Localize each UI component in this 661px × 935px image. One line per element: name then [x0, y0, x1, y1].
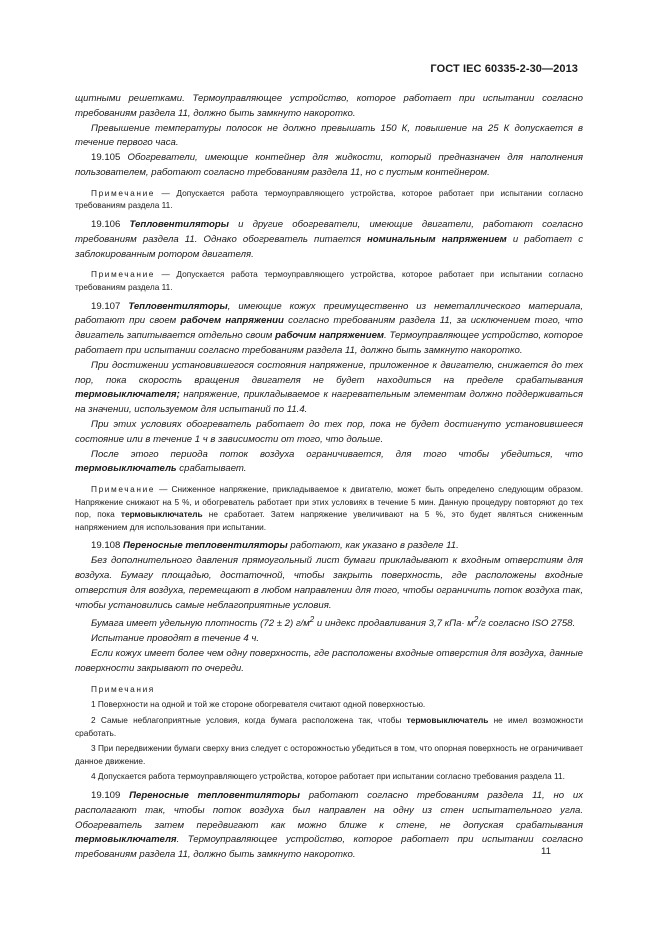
term: Переносные тепловентиляторы: [129, 790, 300, 801]
superscript: 2: [473, 615, 479, 625]
paragraph: Без дополнительного давления прямоугольный лист бумаги прикладывают к входным отверстиям для воздуха. Бумагу площадью, достаточной, чтобы закрыть поверхность, где расположены входные отверстия для воздуха, перемещают в любом направлении для того, чтобы ограничить поток воздуха так, чтобы установились самые неблагоприятные условия.: [75, 555, 583, 611]
term: термовыключатель: [406, 715, 489, 726]
note-text: не сработает. Затем напряжение увеличивают на 5 %, это будет являться сниженным напряжением для использования при испытании.: [75, 509, 583, 532]
clause-number: 19.106: [91, 218, 121, 230]
notes-label: Примечания: [91, 683, 155, 694]
clause-19-109: [75, 789, 583, 863]
page-number: 11: [541, 846, 551, 857]
clause-text: . Термоуправляющее устройство, которое работает при испытании согласно требованиям раздела 11, должно быть замкнуто накоротко.: [75, 834, 583, 861]
paragraph: [75, 359, 583, 418]
document-body: [75, 92, 583, 863]
clause-number: 19.109: [91, 790, 121, 801]
note: [75, 268, 583, 293]
clause-text: и другие обогреватели, имеющие двигатели, работают согласно требованиям раздела 11. Однако обогреватель питается: [75, 218, 583, 245]
note-label: Примечание: [91, 484, 156, 495]
paragraph-continued: щитными решетками. Термоуправляющее устройство, которое работает при испытании согласно требованиям раздела 11, должно быть замкнуто накоротко.: [75, 93, 583, 119]
paragraph: Превышение температуры полосок не должно превышать 150 К, повышение на 25 К допускается в течение первого часа.: [75, 122, 583, 149]
clause-number: 19.105: [91, 152, 121, 164]
paragraph: [75, 448, 583, 478]
clause-19-106: [75, 218, 583, 262]
note-text: не имел возможности сработать.: [75, 715, 584, 738]
superscript: 2: [309, 615, 315, 625]
term: номинальным напряжением: [367, 233, 507, 245]
paragraph: Испытание проводят в течение 4 ч.: [91, 633, 260, 645]
paragraph-text: срабатывает.: [176, 463, 247, 475]
clause-text: согласно требованиям раздела 11, за исключением того, что двигатель запитывается отдельно своим: [75, 315, 583, 342]
clause-number: 19.107: [91, 300, 121, 312]
clause-text: Обогреватели, имеющие контейнер для жидкости, который предназначен для наполнения пользователем, работают согласно требованиям раздела 11, но с пустым контейнером.: [75, 152, 583, 178]
term: рабочим напряжением: [275, 330, 385, 342]
paragraph-text: После этого периода поток воздуха ограничивается, для того чтобы убедиться, что: [91, 448, 583, 460]
paragraph-text: При достижении установившегося состояния напряжение, приложенное к двигателю, снижается до тех пор, пока скорость вращения двигателя не будет находиться на пределе срабатывания: [75, 359, 583, 386]
paragraph-text: Бумага имеет удельную плотность (72 ± 2) г/м: [91, 618, 310, 630]
term: термовыключатель: [75, 463, 177, 475]
term: термовыключатель: [120, 509, 203, 520]
clause-text: . Термоуправляющее устройство, которое работает при испытании согласно требованиям раздела 11, должно быть замкнуто накоротко.: [75, 330, 583, 356]
clause-text: работают согласно требованиям раздела 11, но их располагают так, чтобы поток воздуха был направлен на одну из стен испытательного угла. Обогреватель затем передвигают как можно ближе к стене, не допуская срабатывания: [75, 790, 583, 831]
document-header: ГОСТ IEC 60335-2-30—2013: [430, 63, 578, 75]
note-label: Примечание: [91, 187, 156, 198]
clause-19-107: [75, 300, 583, 359]
clause-text: работают, как указано в разделе 11.: [287, 540, 459, 552]
note-item: [75, 714, 583, 739]
paragraph: Если кожух имеет более чем одну поверхность, где расположены входные отверстия для воздуха, данные поверхности закрывают по очереди.: [75, 648, 583, 675]
note-text: — Допускается работа термоуправляющего устройства, которое работает при испытании согласно требованиям раздела 11.: [75, 269, 583, 292]
clause-19-105: [75, 151, 583, 181]
term: рабочем напряжении: [180, 315, 284, 327]
clause-19-108: [75, 539, 583, 554]
note-item: 3 При передвижении бумаги сверху вниз следует с осторожностью убедиться в том, что опорная поверхность не ограничивает данное движение.: [75, 743, 583, 766]
note-item: 1 Поверхности на одной и той же стороне обогревателя считают одной поверхностью.: [91, 699, 426, 710]
note-text: — Допускается работа термоуправляющего устройства, которое работает при испытании согласно требованиям раздела 11.: [75, 187, 583, 211]
clause-text: , имеющие кожух преимущественно из неметаллического материала, работают при своем: [75, 300, 583, 327]
clause-text: и работает с заблокированным ротором двигателя.: [75, 233, 583, 260]
term: Тепловентиляторы: [128, 300, 228, 312]
paragraph: [75, 613, 583, 632]
note-label: Примечание: [91, 269, 156, 280]
paragraph: При этих условиях обогреватель работает до тех пор, пока не будет достигнуто установившееся состояние или в течение 1 ч в зависимости от того, что дольше.: [75, 418, 583, 445]
note-text: — Сниженное напряжение, прикладываемое к двигателю, может быть определено следующим образом. Напряжение снижают на 5 %, и обогреватель работает при этих условиях в течение 5 мин. Данную процедуру повторяют до тех пор, пока: [75, 484, 583, 520]
term: Переносные тепловентиляторы: [123, 540, 288, 552]
paragraph-text: напряжение, прикладываемое к нагревательным элементам должно поддерживаться на значении, используемом для испытаний по 11.4.: [75, 389, 583, 416]
term: термовыключателя;: [75, 389, 180, 401]
notes-heading: [75, 683, 583, 696]
paragraph-text: и индекс продавливания 3,7 кПа· м: [314, 618, 474, 630]
paragraph-text: /г согласно ISO 2758.: [478, 618, 576, 630]
term: Тепловентиляторы: [129, 218, 229, 230]
term: термовыключателя: [75, 834, 177, 846]
note-text: 2 Самые неблагоприятные условия, когда бумага расположена так, чтобы: [91, 715, 407, 726]
note-item: 4 Допускается работа термоуправляющего устройства, которое работает при испытании согласно требования раздела 11.: [91, 771, 565, 782]
clause-number: 19.108: [91, 540, 121, 552]
note: [75, 483, 583, 533]
note: [75, 187, 583, 212]
